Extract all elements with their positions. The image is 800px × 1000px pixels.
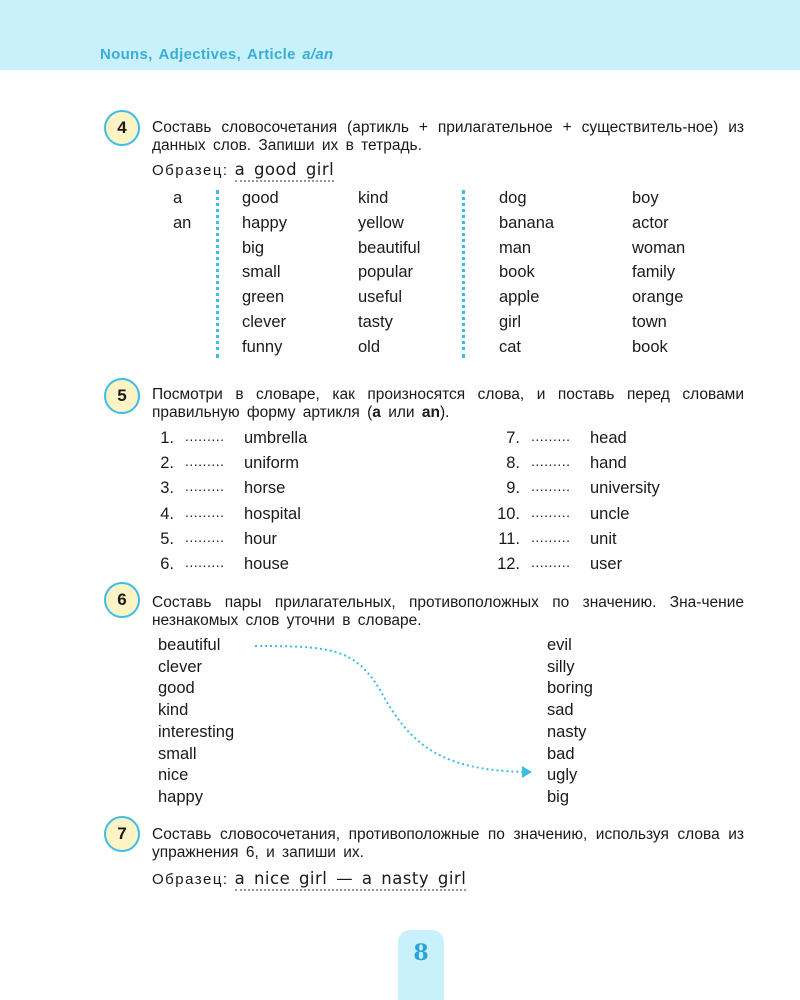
answer-blank[interactable]: ......... [185, 478, 225, 495]
noun-word: cat [499, 337, 522, 356]
adjective-right: bad [547, 744, 575, 763]
adjective-word: tasty [358, 313, 393, 331]
answer-blank[interactable]: ......... [185, 528, 225, 545]
answer-blank[interactable]: ......... [531, 428, 571, 444]
task-7-text: Составь словосочетания, противоположные по значению, используя слова из упражнения 6, и запиши их. [152, 826, 744, 861]
noun-word: banana [499, 213, 555, 232]
adjective-word: green [242, 288, 285, 307]
item-word: uniform [244, 454, 300, 473]
answer-blank[interactable]: ......... [531, 478, 571, 495]
article-word: an [173, 213, 192, 232]
adjective-word: popular [358, 263, 414, 282]
page-number-tab [398, 930, 444, 1000]
item-number: 5. [160, 529, 174, 548]
task-5-text-start: Посмотри в словаре, как произносятся слова, и поставь перед словами правильную форму артикля ( [152, 386, 744, 421]
item-number: 12. [497, 555, 520, 573]
adjective-right: silly [547, 657, 575, 676]
task-7-sample [152, 869, 466, 888]
answer-blank[interactable]: ......... [185, 453, 225, 470]
item-number: 7. [506, 429, 520, 447]
article-an: an [421, 404, 440, 421]
item-word: hospital [244, 504, 301, 523]
arrow-line [255, 646, 525, 772]
adjective-word: old [358, 337, 381, 356]
task-6-text: Составь пары прилагательных, противоположных по значению. Зна-чение незнакомых слов уточни в словаре. [152, 594, 744, 629]
answer-blank[interactable]: ......... [531, 503, 571, 520]
item-word: university [590, 479, 660, 498]
adjective-right: boring [547, 679, 593, 698]
noun-word: man [499, 238, 532, 257]
item-word: hour [244, 529, 278, 548]
adjective-word: big [242, 238, 265, 257]
item-word: horse [244, 479, 286, 498]
item-word: unit [590, 529, 617, 548]
adjective-right: nasty [547, 722, 587, 741]
adjective-word: useful [358, 288, 403, 307]
answer-blank[interactable]: ......... [531, 554, 571, 570]
page-number: 8 [413, 940, 429, 966]
adjective-left: happy [158, 787, 203, 806]
adjective-word: beautiful [358, 238, 421, 257]
item-word: user [590, 555, 623, 573]
adjective-left: good [158, 679, 195, 698]
item-word: umbrella [244, 429, 308, 447]
item-number: 4. [160, 504, 174, 523]
noun-word: book [632, 337, 668, 356]
sample-label: Образец: [152, 162, 229, 179]
noun-word: actor [632, 213, 669, 232]
adjective-left: small [158, 744, 197, 763]
answer-blank[interactable]: ......... [185, 428, 225, 444]
adjective-word: small [242, 263, 281, 282]
section-title-italic: a/an [302, 46, 334, 63]
item-word: hand [590, 454, 627, 473]
item-number: 6. [160, 555, 174, 573]
noun-word: woman [632, 238, 686, 257]
task-5-text-end: ). [440, 404, 450, 421]
item-number: 1. [160, 429, 174, 447]
answer-blank[interactable]: ......... [185, 503, 225, 520]
adjective-right: ugly [547, 766, 578, 785]
adjective-word: good [242, 189, 279, 207]
task-6-number: 6 [104, 582, 140, 618]
item-word: house [244, 555, 289, 573]
noun-word: book [499, 263, 535, 282]
adjective-word: funny [242, 337, 283, 356]
item-number: 9. [506, 479, 520, 498]
task-7-number: 7 [104, 816, 140, 852]
adjective-right: sad [547, 701, 574, 720]
article-a: a [372, 404, 381, 421]
item-number: 8. [506, 454, 520, 473]
item-number: 3. [160, 479, 174, 498]
adjective-left: beautiful [158, 636, 221, 654]
answer-blank[interactable]: ......... [531, 453, 571, 470]
noun-word: boy [632, 189, 659, 207]
noun-word: family [632, 263, 676, 282]
item-word: head [590, 429, 627, 447]
task-5-text-or: или [380, 404, 422, 421]
item-number: 2. [160, 454, 174, 473]
sample-phrase: a nice girl — a nasty girl [235, 869, 467, 891]
noun-word: orange [632, 288, 684, 307]
noun-word: town [632, 313, 667, 331]
noun-word: apple [499, 288, 540, 307]
adjective-left: clever [158, 657, 203, 676]
task-5-number: 5 [104, 378, 140, 414]
section-title-text: Nouns, Adjectives, Article [100, 46, 303, 63]
item-word: uncle [590, 504, 630, 523]
adjective-right: evil [547, 636, 572, 654]
item-number: 10. [497, 504, 520, 523]
adjective-left: nice [158, 766, 189, 785]
adjective-left: interesting [158, 722, 235, 741]
item-number: 11. [498, 529, 520, 548]
article-word: a [173, 189, 183, 207]
adjective-word: happy [242, 213, 287, 232]
noun-word: dog [499, 189, 527, 207]
adjective-word: clever [242, 313, 287, 331]
adjective-word: yellow [358, 213, 404, 232]
task-4-number: 4 [104, 110, 140, 146]
task-4-text: Составь словосочетания (артикль + прилагательное + существитель-ное) из данных слов. Запиши их в тетрадь. [152, 119, 744, 154]
adjective-word: kind [358, 189, 389, 207]
noun-word: girl [499, 313, 522, 331]
answer-blank[interactable]: ......... [185, 554, 225, 570]
answer-blank[interactable]: ......... [531, 528, 571, 545]
sample-label: Образец: [152, 871, 229, 888]
arrow-head [522, 766, 532, 778]
adjective-left: kind [158, 701, 189, 720]
adjective-right: big [547, 787, 570, 806]
sample-phrase: a good girl [235, 160, 335, 182]
